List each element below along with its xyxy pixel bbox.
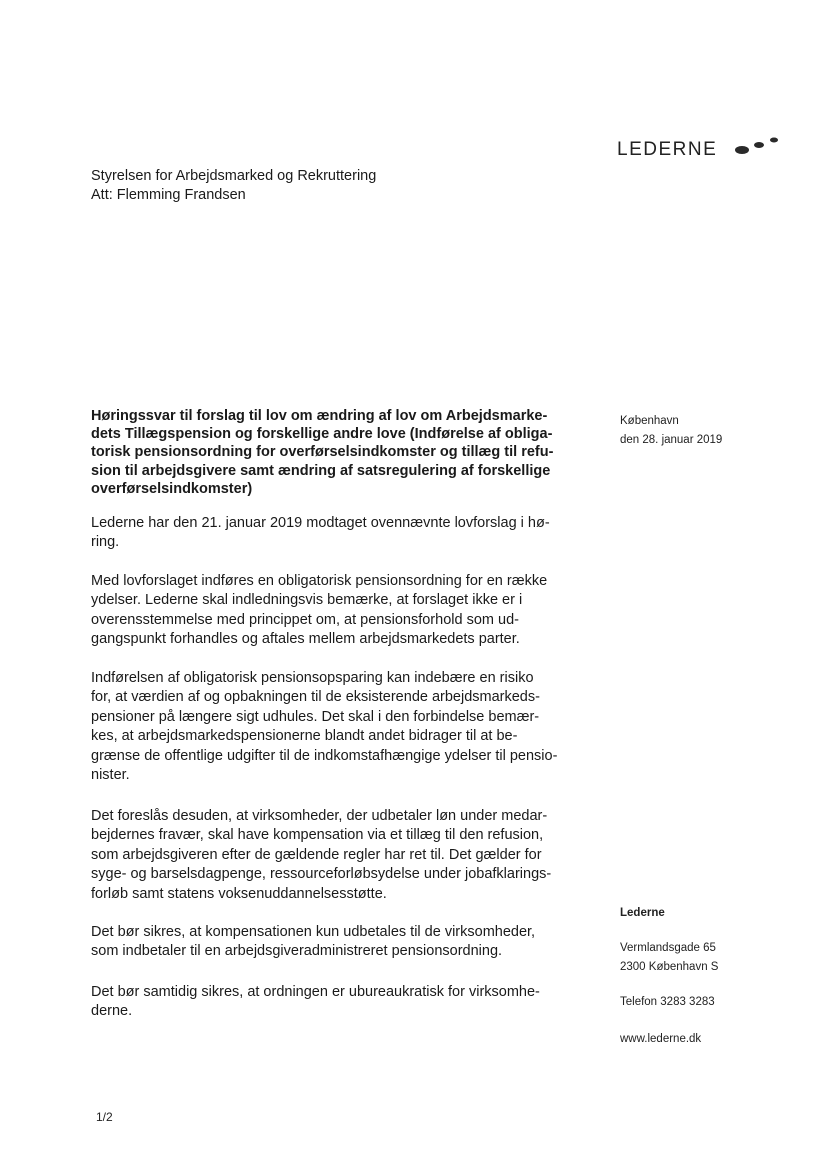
paragraph-line: gangspunkt forhandles og aftales mellem arbejdsmarkedets parter. [91, 631, 520, 648]
paragraph-line: som indbetaler til en arbejdsgiveradministreret pensionsordning. [91, 943, 503, 960]
logo-text: LEDERNE [617, 139, 718, 160]
sidebar-street: Vermlandsgade 65 [620, 942, 716, 954]
paragraph-line: bejdernes fravær, skal have kompensation via et tillæg til den refusion, [91, 827, 544, 844]
recipient-line: Styrelsen for Arbejdsmarked og Rekruttering [91, 168, 377, 184]
paragraph-line: pensioner på længere sigt udhules. Det skal i den forbindelse bemær- [91, 708, 540, 725]
paragraph-line: Med lovforslaget indføres en obligatorisk pensionsordning for en række [91, 573, 548, 589]
paragraph-line: ydelser. Lederne skal indledningsvis bemærke, at forslaget ikke er i [91, 592, 523, 609]
paragraph-line: overensstemmelse med princippet om, at pensionsforhold som ud- [91, 611, 519, 628]
paragraph-intro [91, 514, 571, 553]
recipient-block [91, 167, 376, 205]
paragraph-line: Det bør samtidig sikres, at ordningen er ubureaukratisk for virksomhe- [91, 984, 540, 1000]
paragraph-line: kes, at arbejdsmarkedspensionerne blandt andet bidrager til at be- [91, 728, 518, 745]
paragraph-compensation [91, 807, 571, 904]
title-line: dets Tillægspension og forskellige andre love (Indførelse af obliga- [91, 426, 553, 443]
sidebar-phone: Telefon 3283 3283 [620, 996, 715, 1008]
paragraph-bureaucracy [91, 983, 571, 1022]
paragraph-line: syge- og barselsdagpenge, ressourceforløbsydelse under jobafklarings- [91, 866, 552, 883]
lederne-logo [617, 131, 787, 161]
paragraph-line: som arbejdsgiveren efter de gældende regler har ret til. Det gælder for [91, 846, 542, 863]
sidebar-address [620, 939, 718, 977]
paragraph-ensure-payment [91, 923, 571, 962]
title-line: overførselsindkomster) [91, 480, 253, 497]
paragraph-line: derne. [91, 1003, 133, 1020]
document-title [91, 407, 571, 498]
paragraph-line: Indførelsen af obligatorisk pensionsopsparing kan indebære en risiko [91, 670, 534, 686]
sidebar-date: den 28. januar 2019 [620, 434, 723, 446]
title-line: torisk pensionsordning for overførselsindkomster og tillæg til refu- [91, 444, 554, 461]
title-line: Høringssvar til forslag til lov om ændring af lov om Arbejdsmarke- [91, 408, 548, 424]
sidebar-website-link[interactable]: www.lederne.dk [620, 1033, 702, 1045]
paragraph-risk [91, 669, 571, 785]
paragraph-line: nister. [91, 767, 130, 784]
paragraph-line: grænse de offentlige udgifter til de indkomstafhængige ydelser til pensio- [91, 747, 558, 764]
paragraph-line: forløb samt statens voksenuddannelsesstøtte. [91, 885, 387, 902]
logo-dots-icon [734, 131, 784, 157]
page-number: 1/2 [96, 1110, 113, 1124]
paragraph-line: ring. [91, 534, 120, 551]
recipient-line: Att: Flemming Frandsen [91, 187, 246, 203]
paragraph-line: Lederne har den 21. januar 2019 modtaget ovennævnte lovforslag i hø- [91, 515, 550, 531]
sidebar-place: København [620, 415, 679, 427]
sidebar-org: Lederne [620, 907, 665, 919]
sidebar-city: 2300 København S [620, 961, 719, 973]
paragraph-line: Det foreslås desuden, at virksomheder, der udbetaler løn under medar- [91, 808, 548, 824]
title-line: sion til arbejdsgivere samt ændring af satsregulering af forskellige [91, 462, 551, 479]
paragraph-line: Det bør sikres, at kompensationen kun udbetales til de virksomheder, [91, 924, 536, 940]
sidebar-place-date [620, 412, 722, 450]
paragraph-line: for, at værdien af og opbakningen til de eksisterende arbejdsmarkeds- [91, 689, 540, 706]
paragraph-pension-scheme [91, 572, 571, 650]
